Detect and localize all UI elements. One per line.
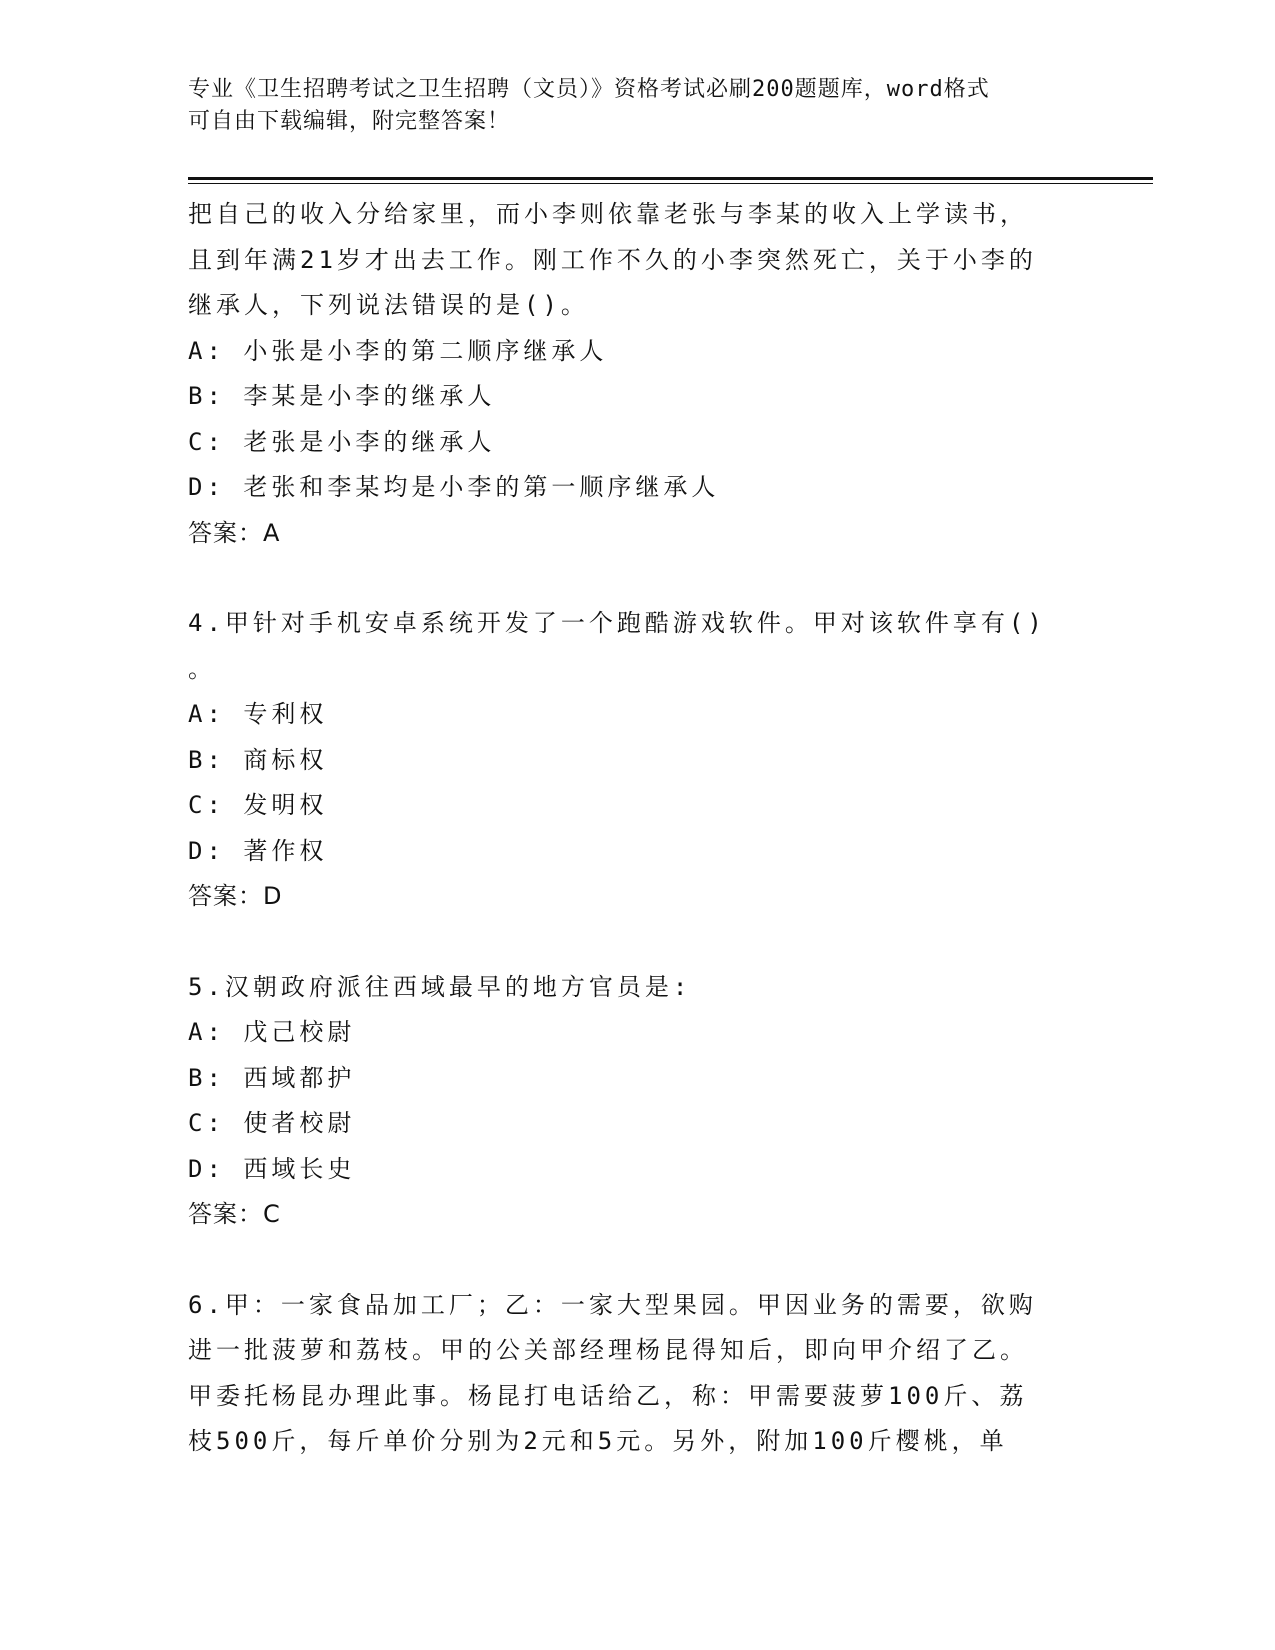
option-d: D: 著作权	[188, 836, 328, 865]
option-b: B: 商标权	[188, 745, 328, 774]
spacer	[188, 556, 1108, 601]
header-divider-thin	[188, 183, 1153, 184]
header-line-1: 专业《卫生招聘考试之卫生招聘（文员）》资格考试必刷200题题库，word格式	[188, 77, 990, 102]
question-block-3	[188, 192, 1108, 556]
question-stem-line: 且到年满21岁才出去工作。刚工作不久的小李突然死亡，关于小李的	[188, 245, 1037, 274]
option-c: C: 发明权	[188, 791, 328, 819]
question-stem-line: 继承人，下列说法错误的是()。	[188, 291, 589, 319]
spacer	[188, 920, 1108, 965]
spacer	[188, 1238, 1108, 1283]
header-line-2: 可自由下载编辑，附完整答案！	[188, 109, 511, 134]
option-b: B: 李某是小李的继承人	[188, 382, 496, 410]
question-stem-line: 4.甲针对手机安卓系统开发了一个跑酷游戏软件。甲对该软件享有()	[188, 609, 1046, 637]
option-d: D: 西域长史	[188, 1154, 356, 1183]
option-c: C: 老张是小李的继承人	[188, 427, 496, 456]
question-stem-line: 。	[188, 654, 216, 683]
option-b: B: 西域都护	[188, 1063, 356, 1092]
question-stem-line: 进一批菠萝和荔枝。甲的公关部经理杨昆得知后，即向甲介绍了乙。	[188, 1336, 1028, 1364]
question-stem-line: 5.汉朝政府派往西域最早的地方官员是:	[188, 972, 692, 1001]
question-stem-line: 把自己的收入分给家里，而小李则依靠老张与李某的收入上学读书，	[188, 200, 1028, 228]
answer-label: 答案：D	[188, 882, 283, 910]
document-header	[188, 74, 1068, 138]
question-content	[188, 192, 1108, 1465]
question-stem-line: 6.甲：一家食品加工厂；乙：一家大型果园。甲因业务的需要，欲购	[188, 1290, 1037, 1319]
option-c: C: 使者校尉	[188, 1109, 356, 1137]
answer-label: 答案：A	[188, 518, 281, 547]
answer-label: 答案：C	[188, 1200, 281, 1228]
header-divider-thick	[188, 177, 1153, 180]
option-a: A: 专利权	[188, 700, 328, 728]
question-stem-line: 甲委托杨昆办理此事。杨昆打电话给乙，称：甲需要菠萝100斤、荔	[188, 1381, 1028, 1410]
question-block-4	[188, 601, 1108, 920]
option-d: D: 老张和李某均是小李的第一顺序继承人	[188, 473, 720, 501]
question-block-6	[188, 1283, 1108, 1465]
question-stem-line: 枝500斤，每斤单价分别为2元和5元。另外，附加100斤樱桃，单	[188, 1427, 1008, 1455]
option-a: A: 小张是小李的第二顺序继承人	[188, 336, 608, 365]
question-block-5	[188, 965, 1108, 1238]
option-a: A: 戊己校尉	[188, 1018, 356, 1046]
